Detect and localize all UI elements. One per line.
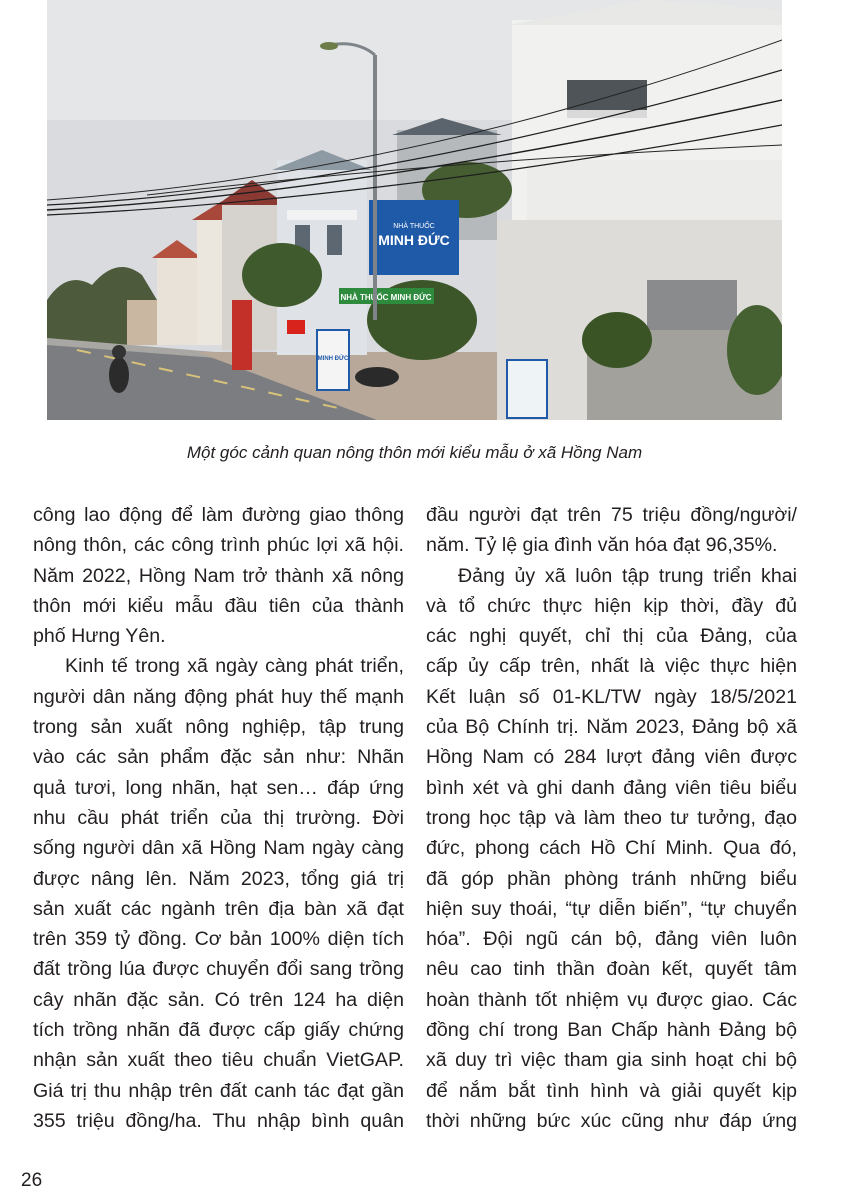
text-line: Năm 2022, Hồng Nam trở thành xã nông	[33, 564, 404, 587]
text-line: để nắm bắt tình hình và giải quyết kịp	[426, 1079, 797, 1102]
text-line: nông thôn, các công trình phúc lợi xã hội.	[33, 534, 404, 557]
text-line: đã góp phần phòng tránh những biểu	[426, 867, 797, 890]
text-line: Đảng ủy xã luôn tập trung triển khai	[458, 564, 797, 587]
sign-shop-name: MINH ĐỨC	[378, 232, 450, 248]
left-text-column	[33, 500, 404, 1136]
sign-shop-type: NHÀ THUỐC	[393, 223, 435, 230]
right-text-column	[426, 500, 797, 1136]
text-line: và tổ chức thực hiện kịp thời, đầy đủ	[426, 594, 797, 617]
text-line: hoàn thành tốt nhiệm vụ được giao. Các	[426, 988, 797, 1011]
text-line: hiện suy thoái, “tự diễn biến”, “tự chuyển	[426, 897, 797, 920]
text-line: vào các sản phẩm đặc sản như: Nhãn	[33, 746, 404, 769]
text-line: đồng chí trong Ban Chấp hành Đảng bộ	[426, 1019, 797, 1042]
text-line: Hồng Nam có 284 lượt đảng viên được	[426, 746, 797, 769]
text-line: nêu cao tinh thần đoàn kết, quyết tâm	[426, 958, 797, 981]
text-line: trong học tập và làm theo tư tưởng, đạo	[426, 806, 797, 829]
text-line: xã duy trì việc tham gia sinh hoạt chi bộ	[426, 1049, 797, 1072]
text-line: bình xét và ghi danh đảng viên tiêu biểu	[426, 776, 797, 799]
text-line: năm. Tỷ lệ gia đình văn hóa đạt 96,35%.	[426, 534, 778, 557]
text-line: hóa”. Đội ngũ cán bộ, đảng viên luôn	[426, 928, 797, 951]
text-line: của Bộ Chính trị. Năm 2023, Đảng bộ xã	[426, 716, 797, 739]
text-line: sản xuất các ngành trên địa bàn xã đạt	[33, 897, 404, 920]
text-line: Giá trị thu nhập trên đất canh tác đạt gần	[33, 1079, 404, 1102]
text-line: trên 359 tỷ đồng. Cơ bản 100% diện tích	[33, 928, 404, 951]
text-line: công lao động để làm đường giao thông	[33, 504, 404, 526]
sign-green: NHÀ THUỐC MINH ĐỨC	[340, 293, 432, 302]
text-line: Kinh tế trong xã ngày càng phát triển,	[65, 655, 404, 678]
text-line: trong sản xuất nông nghiệp, tập trung	[33, 716, 404, 739]
text-line: đất trồng lúa được chuyển đổi sang trồng	[33, 958, 404, 981]
text-line: cấp ủy cấp trên, nhất là việc thực hiện	[426, 655, 797, 678]
text-line: thôn mới kiểu mẫu đầu tiên của thành	[33, 594, 404, 617]
text-line: đầu người đạt trên 75 triệu đồng/người/	[426, 504, 797, 526]
text-line: các nghị quyết, chỉ thị của Đảng, của	[426, 625, 797, 648]
text-line: đức, phong cách Hồ Chí Minh. Qua đó,	[426, 837, 797, 860]
text-line: phố Hưng Yên.	[33, 625, 166, 648]
text-line: cây nhãn đặc sản. Có trên 124 ha diện	[33, 988, 404, 1011]
page-number: 26	[21, 1170, 43, 1191]
street-photo	[47, 0, 782, 420]
text-line: nhu cầu phát triển của thị trường. Đời	[33, 806, 404, 829]
text-line: sống người dân xã Hồng Nam ngày càng	[33, 837, 404, 860]
text-line: quả tươi, long nhãn, hạt sen… đáp ứng	[33, 776, 404, 799]
sign-small-name: MINH ĐỨC	[317, 356, 349, 362]
text-line: thời những bức xúc cũng như đáp ứng	[426, 1109, 797, 1132]
photo-caption: Một góc cảnh quan nông thôn mới kiểu mẫu ở xã Hồng Nam	[186, 443, 643, 462]
text-line: 355 triệu đồng/ha. Thu nhập bình quân	[33, 1109, 404, 1132]
text-line: nhận sản xuất theo tiêu chuẩn VietGAP.	[33, 1049, 404, 1072]
text-line: người dân năng động phát huy thế mạnh	[33, 685, 404, 708]
text-line: được nâng lên. Năm 2023, tổng giá trị	[33, 867, 404, 890]
text-line: tích trồng nhãn đã được cấp giấy chứng	[33, 1019, 404, 1042]
text-line: Kết luận số 01-KL/TW ngày 18/5/2021	[426, 685, 797, 708]
